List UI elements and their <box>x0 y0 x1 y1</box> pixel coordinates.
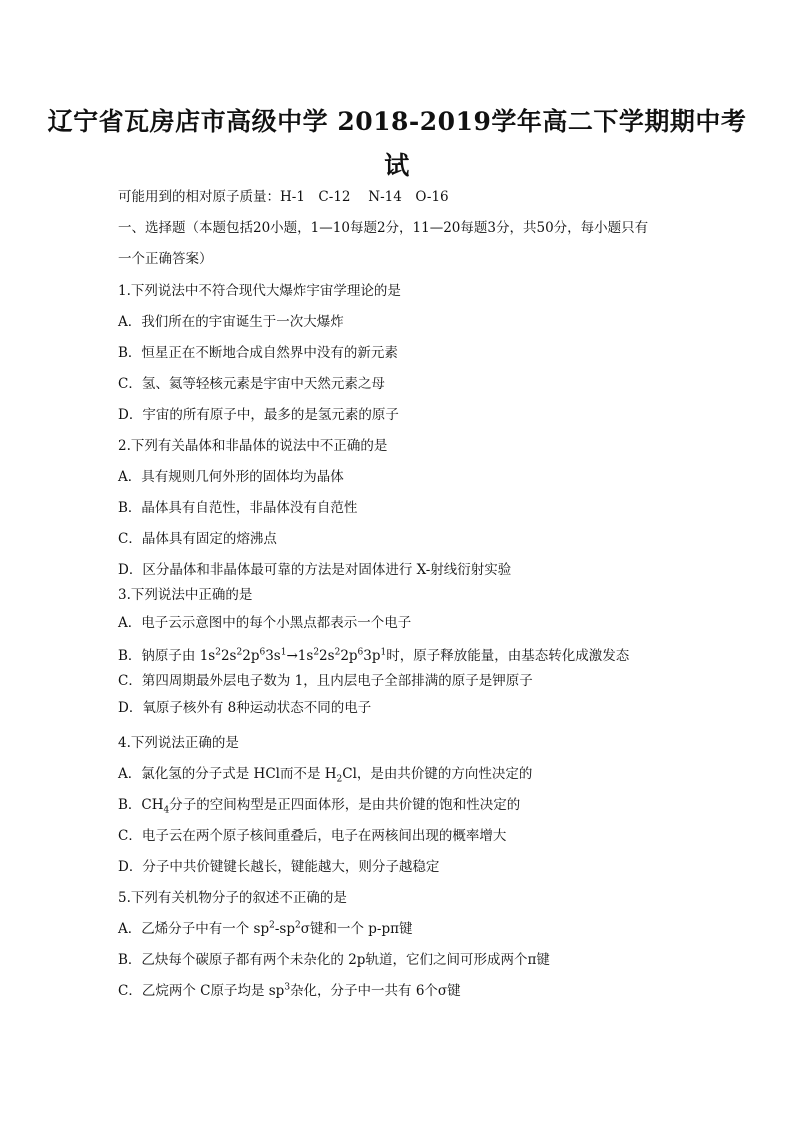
question-1-option-b: B．恒星正在不断地合成自然界中没有的新元素 <box>118 345 398 361</box>
option-b-text-end: 分子的空间构型是正四面体形，是由共价键的饱和性决定的 <box>169 797 521 813</box>
option-a-text-end: Cl，是由共价键的方向性决定的 <box>342 766 533 782</box>
question-2-stem: 2.下列有关晶体和非晶体的说法中不正确的是 <box>118 438 388 454</box>
option-c-text-start: C．乙烷两个 C原子均是 sp <box>118 983 285 999</box>
option-a-text-start: A．氯化氢的分子式是 HCl而不是 H <box>118 766 337 782</box>
question-3-option-a: A．电子云示意图中的每个小黑点都表示一个电子 <box>118 615 412 631</box>
page-title-line-1: 辽宁省瓦房店市高级中学 2018-2019学年高二下学期期中考 <box>47 107 747 136</box>
question-3-option-c: C．第四周期最外层电子数为 1，且内层电子全部排满的原子是钾原子 <box>118 673 533 689</box>
question-1-option-a: A．我们所在的宇宙诞生于一次大爆炸 <box>118 314 344 330</box>
option-a-text-start: A．乙烯分子中有一个 sp <box>118 921 270 937</box>
option-b-text-end: 时，原子释放能量，由基态转化成激发态 <box>386 648 630 664</box>
question-4-option-b: B．$CH_4$分子的空间构型是正四面体形，是由共价键的饱和性决定的 <box>118 797 521 816</box>
question-4-option-a: A．氯化氢的分子式是 HCl而不是 $H_2Cl$，是由共价键的方向性决定的 <box>118 766 533 785</box>
question-2-option-c: C．晶体具有固定的熔沸点 <box>118 531 277 547</box>
question-2-option-a: A．具有规则几何外形的固体均为晶体 <box>118 469 344 485</box>
question-5-option-c: C．乙烷两个 C原子均是 $sp^3$杂化，分子中一共有 6个σ键 <box>118 982 461 999</box>
question-5-option-b: B．乙炔每个碳原子都有两个未杂化的 2p轨道，它们之间可形成两个π键 <box>118 952 550 968</box>
option-b-text-start: B．CH <box>118 797 164 813</box>
question-3-option-d: D．氧原子核外有 8种运动状态不同的电子 <box>118 700 372 716</box>
page-title-line-2: 试 <box>384 151 410 180</box>
question-2-option-d: D．区分晶体和非晶体最可靠的方法是对固体进行 X-射线衍射实验 <box>118 562 512 578</box>
option-a-text-end: σ键和一个 p-pπ键 <box>300 921 413 937</box>
question-4-option-c: C．电子云在两个原子核间重叠后，电子在两核间出现的概率增大 <box>118 828 507 844</box>
question-4-stem: 4.下列说法正确的是 <box>118 735 239 751</box>
section-instructions-line-2: 一个正确答案） <box>118 251 213 267</box>
question-1-stem: 1.下列说法中不符合现代大爆炸宇宙学理论的是 <box>118 283 401 299</box>
question-5-stem: 5.下列有关机物分子的叙述不正确的是 <box>118 890 347 906</box>
question-1-option-d: D．宇宙的所有原子中，最多的是氢元素的原子 <box>118 407 399 423</box>
section-instructions-line-1: 一、选择题（本题包括20小题，1—10每题2分，11—20每题3分，共50分，每小题只有 <box>118 220 649 236</box>
question-3-option-b: B．钠原子由 $1s^22s^22p^63s^1\to 1s^22s^22p^63p^1$时，原子释放能量，由基态转化成激发态 <box>118 647 630 664</box>
option-b-text-start: B．钠原子由 1s <box>118 648 216 664</box>
question-4-option-d: D．分子中共价键键长越长，键能越大，则分子越稳定 <box>118 859 440 875</box>
question-3-stem: 3.下列说法中正确的是 <box>118 587 253 603</box>
option-c-text-end: 杂化，分子中一共有 6个σ键 <box>290 983 461 999</box>
question-2-option-b: B．晶体具有自范性，非晶体没有自范性 <box>118 500 358 516</box>
question-1-option-c: C．氢、氦等轻核元素是宇宙中天然元素之母 <box>118 376 385 392</box>
atomic-masses-note: 可能用到的相对原子质量：H-1 C-12 N-14 O-16 <box>118 189 449 205</box>
question-5-option-a: A．乙烯分子中有一个 $sp^2-sp^2\sigma$键和一个 p-pπ键 <box>118 920 413 937</box>
